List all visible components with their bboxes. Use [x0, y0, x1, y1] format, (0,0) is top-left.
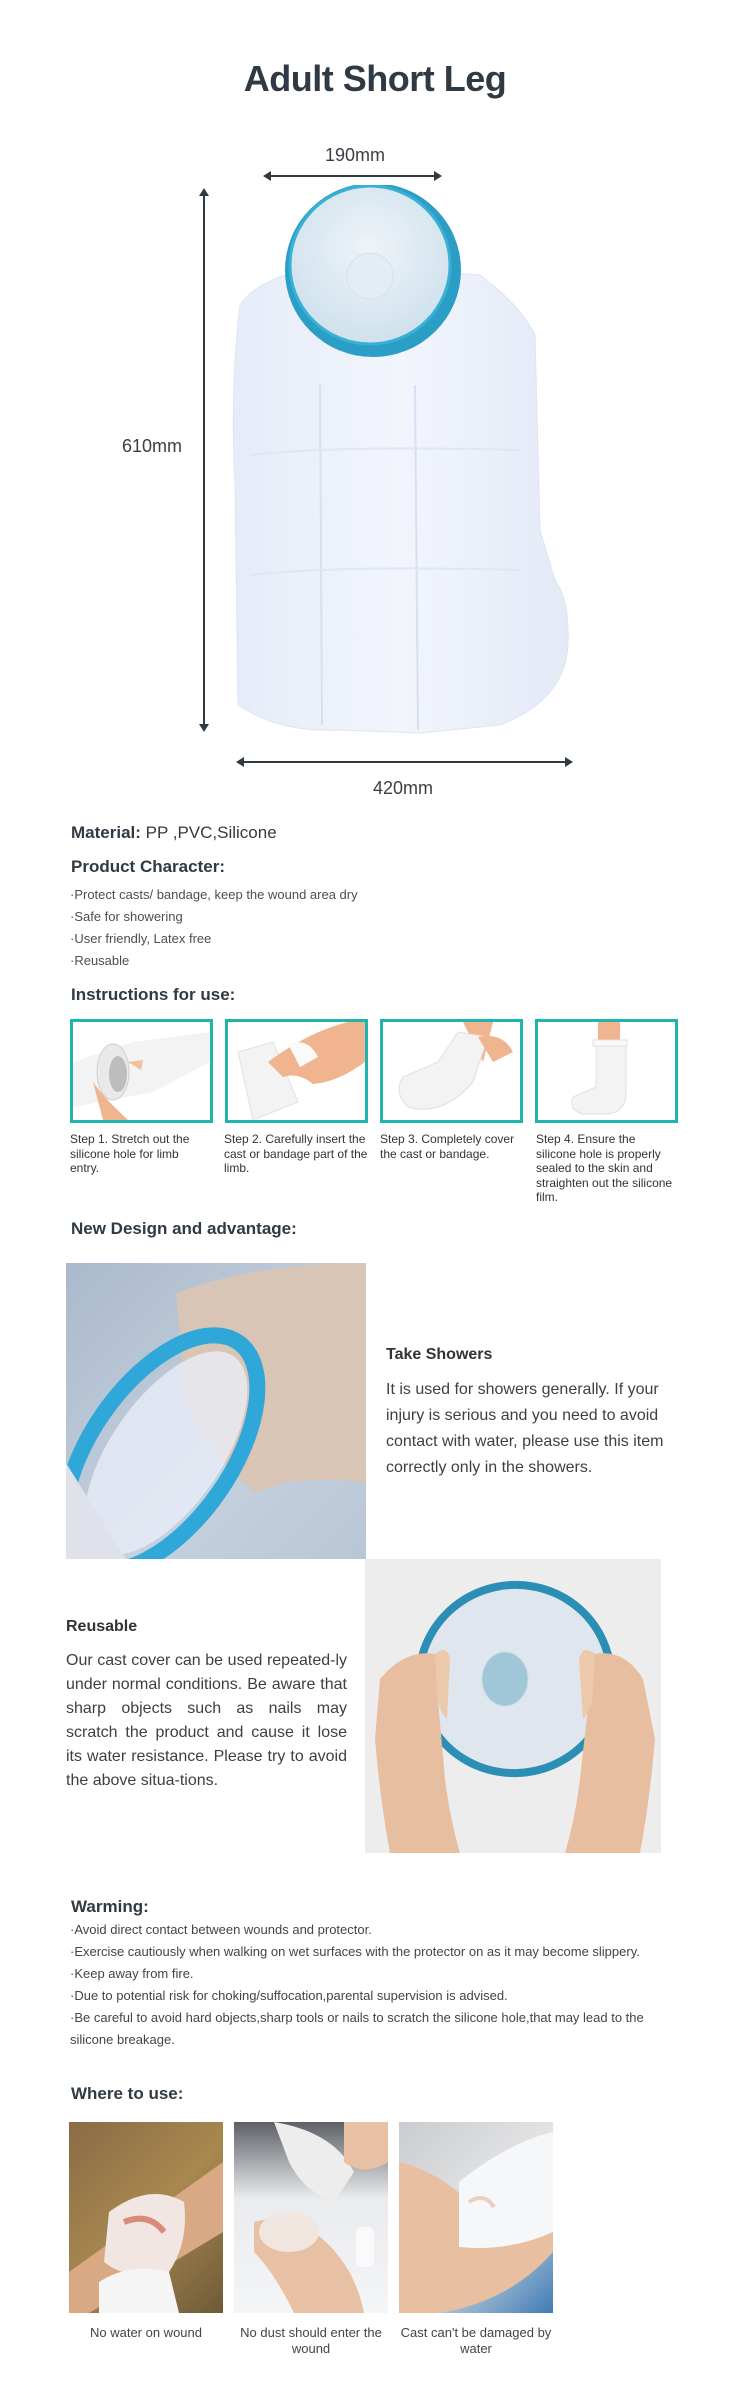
step-3-text: Step 3. Completely cover the cast or bandage. — [380, 1132, 515, 1161]
step-4-image — [535, 1019, 678, 1123]
width-top-arrow-icon — [265, 175, 440, 177]
hand-stretching-cover-icon — [73, 1022, 210, 1120]
dimension-width-top: 190mm — [325, 145, 386, 165]
reusable-title: Reusable — [66, 1618, 138, 1635]
material-value: PP ,PVC,Silicone — [140, 823, 277, 842]
character-item: ·User friendly, Latex free — [70, 931, 212, 946]
sealed-cover-icon — [538, 1022, 675, 1120]
product-image — [220, 185, 580, 745]
where-heading: Where to use: — [71, 2084, 184, 2103]
bandaging-hand-icon — [234, 2122, 388, 2313]
where-image-1 — [69, 2122, 223, 2313]
where-image-2 — [234, 2122, 388, 2313]
step-1-image — [70, 1019, 213, 1123]
cover-pulled-up-icon — [383, 1022, 520, 1120]
where-caption-2: No dust should enter the wound — [240, 2325, 382, 2356]
character-item: ·Protect casts/ bandage, keep the wound area dry — [70, 887, 358, 902]
warning-item: ·Keep away from fire. — [70, 1966, 194, 1981]
character-item: ·Safe for showering — [70, 909, 183, 924]
step-2-image — [225, 1019, 368, 1123]
page-title: Adult Short Leg — [243, 58, 507, 99]
where-image-3 — [399, 2122, 553, 2313]
foot-inserting-icon — [228, 1022, 365, 1120]
dimension-height: 610mm — [122, 436, 183, 456]
material-row — [71, 823, 277, 843]
showers-text: It is used for showers generally. If your injury is serious and you need to avoid contact with water, please use this item correctly only in the showers. — [386, 1381, 664, 1476]
step-4-text: Step 4. Ensure the silicone hole is properly sealed to the skin and straighten out the silicone film. — [536, 1132, 673, 1204]
shower-leg-cover-icon — [66, 1263, 366, 1559]
hands-holding-ring-icon — [365, 1559, 661, 1853]
character-item: ·Reusable — [70, 953, 130, 968]
shower-image — [66, 1263, 366, 1559]
warning-item: ·Exercise cautiously when walking on wet surfaces with the protector on as it may become slippery. — [70, 1944, 640, 1959]
warning-item: ·Avoid direct contact between wounds and protector. — [70, 1922, 372, 1937]
instructions-heading: Instructions for use: — [71, 985, 236, 1004]
warning-item: ·Due to potential risk for choking/suffocation,parental supervision is advised. — [70, 1988, 508, 2003]
step-3-image — [380, 1019, 523, 1123]
where-caption-3: Cast can't be damaged by water — [400, 2325, 552, 2356]
product-character-heading: Product Character: — [71, 857, 225, 876]
width-bottom-arrow-icon — [238, 761, 571, 763]
reusable-image — [365, 1559, 661, 1853]
step-1-text: Step 1. Stretch out the silicone hole for limb entry. — [70, 1132, 190, 1175]
bandaged-palm-icon — [399, 2122, 553, 2313]
reusable-text: Our cast cover can be used repeated-ly under normal conditions. Be aware that sharp objects such as nails may scratch the product and cause it lose its water resistance. Please try to avoid the above situa-tions. — [66, 1652, 347, 1789]
warning-list — [70, 1919, 680, 2051]
advantage-heading: New Design and advantage: — [71, 1219, 297, 1238]
step-2-text: Step 2. Carefully insert the cast or bandage part of the limb. — [224, 1132, 368, 1175]
warning-heading: Warming: — [71, 1897, 149, 1916]
warning-item: ·Be careful to avoid hard objects,sharp tools or nails to scratch the silicone hole,that may lead to the silicone breakage. — [70, 2010, 644, 2047]
bandaged-arm-icon — [69, 2122, 223, 2313]
dimension-width-bottom: 420mm — [373, 778, 434, 798]
material-label: Material: — [71, 823, 141, 842]
height-arrow-icon — [203, 190, 205, 730]
cast-cover-icon — [220, 185, 580, 745]
showers-title: Take Showers — [386, 1346, 493, 1363]
where-caption-1: No water on wound — [89, 2325, 202, 2340]
product-character-list — [70, 884, 358, 972]
